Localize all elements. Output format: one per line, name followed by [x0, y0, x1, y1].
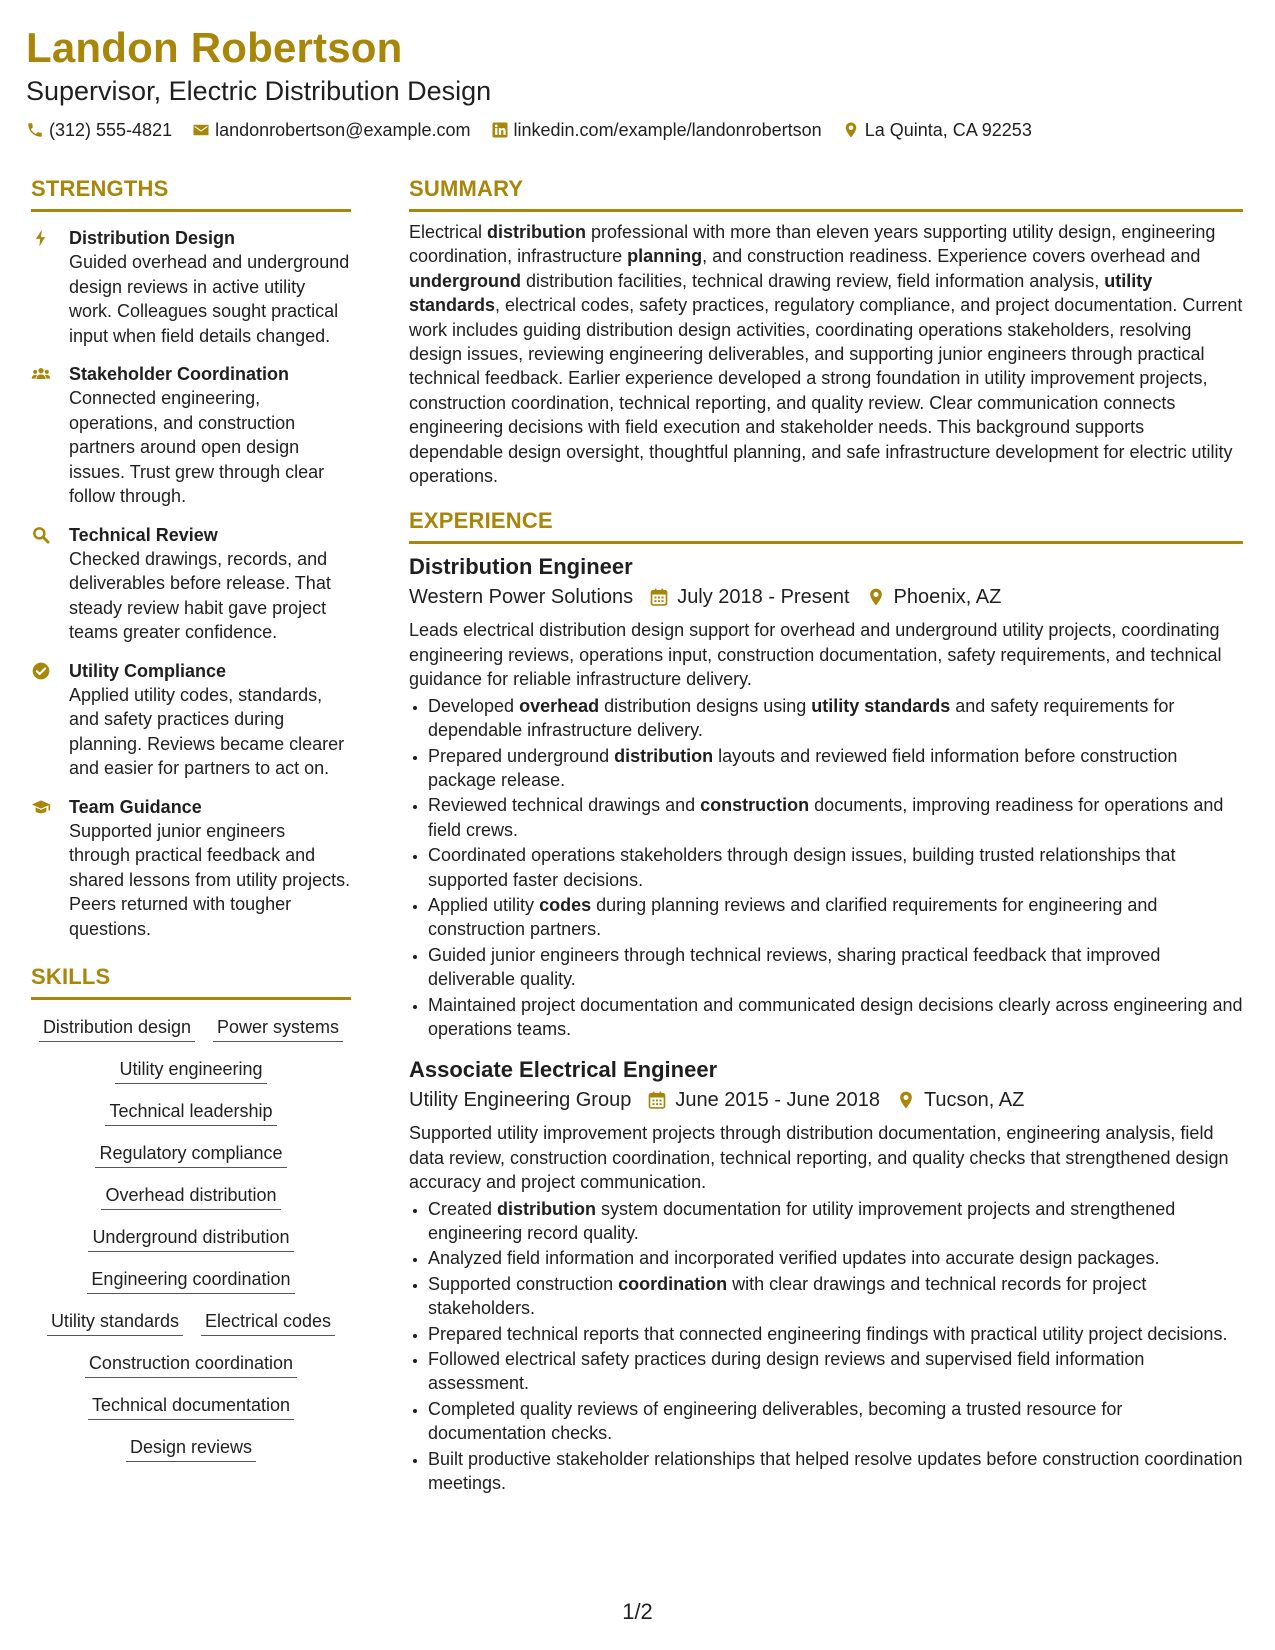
list-item: • Analyzed field information and incorporated verified updates into accurate design packages. [428, 1246, 1243, 1270]
contact-linkedin[interactable] [491, 118, 822, 142]
strength-description: Guided overhead and underground design reviews in active utility work. Colleagues sought practical input when field details changed. [69, 252, 350, 346]
left-column [31, 175, 351, 1476]
calendar-icon [647, 1090, 667, 1110]
contact-location [842, 118, 1032, 142]
strength-item [31, 659, 351, 781]
bold-keyword: distribution [497, 1198, 597, 1219]
list-item: • Reviewed technical drawings and construction documents, improving readiness for operations and field crews. [428, 793, 1243, 842]
skill-row [31, 1266, 351, 1294]
list-item: • Coordinated operations stakeholders through design issues, building trusted relationships that supported faster decisions. [428, 843, 1243, 892]
list-item: • Followed electrical safety practices during design reviews and supervised field information assessment. [428, 1347, 1243, 1396]
list-item: • Guided junior engineers through technical reviews, sharing practical feedback that improved deliverable quality. [428, 943, 1243, 992]
list-item: • Prepared technical reports that connected engineering findings with practical utility project decisions. [428, 1322, 1243, 1346]
job-entry [409, 552, 1243, 1041]
contact-bar [26, 118, 1245, 142]
job-entry [409, 1055, 1243, 1495]
job-company: Western Power Solutions [409, 586, 634, 609]
bold-keyword: overhead [519, 695, 600, 716]
experience-heading: EXPERIENCE [409, 508, 553, 534]
bold-keyword: codes [539, 894, 592, 915]
skill-tag: Utility standards [47, 1308, 183, 1336]
job-description: Leads electrical distribution design support for overhead and underground utility projects, coordinating engineering reviews, operations input, construction documentation, safety requirements, and technical guidance for reliable infrastructure delivery. [409, 620, 1222, 690]
strength-title: Team Guidance [69, 796, 202, 817]
skill-tag: Power systems [213, 1014, 343, 1042]
job-company: Utility Engineering Group [409, 1089, 632, 1112]
strengths-list [31, 226, 351, 941]
skills-heading: SKILLS [31, 964, 111, 989]
list-item: • Built productive stakeholder relationships that helped resolve updates before construction coordination meetings. [428, 1447, 1243, 1496]
skill-tag: Construction coordination [85, 1350, 297, 1378]
page-number: 1/2 [622, 1599, 653, 1624]
strength-item [31, 362, 351, 509]
skill-row [31, 1392, 351, 1420]
job-location: Phoenix, AZ [866, 583, 1002, 611]
job-description: Supported utility improvement projects through distribution documentation, engineering analysis, field data review, construction coordination, technical reporting, and quality checks that strengthened design accuracy and project communication. [409, 1123, 1229, 1193]
strength-title: Distribution Design [69, 228, 235, 248]
bolt-icon [31, 228, 51, 248]
strength-description: Connected engineering, operations, and construction partners around open design issues. Trust grew through clear follow through. [69, 388, 325, 506]
graduation-cap-icon [31, 797, 51, 817]
search-icon [31, 525, 51, 545]
phone-text: (312) 555-4821 [49, 120, 173, 140]
calendar-icon [649, 587, 669, 607]
bold-keyword: distribution [614, 745, 714, 766]
section-divider [409, 541, 1243, 544]
map-pin-icon [842, 121, 860, 139]
candidate-title: Supervisor, Electric Distribution Design [26, 76, 492, 106]
strength-title: Utility Compliance [69, 660, 227, 681]
bold-keyword: construction [700, 795, 810, 816]
job-bullets [409, 1197, 1243, 1496]
bold-keyword: utility standards [409, 270, 1153, 316]
skill-tag: Utility engineering [115, 1056, 266, 1084]
summary-heading: SUMMARY [409, 176, 524, 201]
job-dates: June 2015 - June 2018 [647, 1086, 880, 1114]
list-item: • Created distribution system documentation for utility improvement projects and strengthened engineering record quality. [428, 1197, 1243, 1246]
list-item: • Developed overhead distribution designs using utility standards and safety requirements for dependable infrastructure delivery. [428, 694, 1243, 743]
strength-item [31, 226, 351, 348]
skill-row [31, 1434, 351, 1462]
list-item: • Completed quality reviews of engineering deliverables, becoming a trusted resource for documentation checks. [428, 1397, 1243, 1446]
bold-keyword: utility standards [811, 695, 951, 716]
job-title: Distribution Engineer [409, 554, 633, 580]
skill-row [31, 1098, 351, 1126]
section-divider [31, 209, 351, 212]
list-item: • Applied utility codes during planning reviews and clarified requirements for engineering and construction partners. [428, 893, 1243, 942]
skill-tag: Underground distribution [88, 1224, 293, 1252]
job-meta [409, 1086, 1243, 1114]
list-item: • Maintained project documentation and communicated design decisions clearly across engineering and operations teams. [428, 993, 1243, 1042]
map-pin-icon [896, 1090, 916, 1110]
linkedin-link[interactable]: linkedin.com/example/landonrobertson [513, 120, 822, 140]
check-circle-icon [31, 661, 51, 681]
skill-tag: Distribution design [39, 1014, 195, 1042]
linkedin-icon [491, 121, 509, 139]
envelope-icon [192, 121, 210, 139]
strength-title: Stakeholder Coordination [69, 364, 290, 384]
phone-icon [26, 121, 44, 139]
contact-phone [26, 118, 172, 142]
job-location: Tucson, AZ [896, 1086, 1024, 1114]
skill-tag: Engineering coordination [87, 1266, 294, 1294]
skill-row [31, 1350, 351, 1378]
bold-keyword: distribution [487, 222, 587, 242]
resume-header [26, 22, 1245, 142]
email-link[interactable]: landonrobertson@example.com [215, 120, 471, 140]
list-item: • Prepared underground distribution layouts and reviewed field information before construction package release. [428, 744, 1243, 793]
skill-row [31, 1014, 351, 1042]
strength-item [31, 523, 351, 645]
skill-tag: Design reviews [126, 1434, 256, 1462]
map-pin-icon [866, 587, 886, 607]
skill-tag: Technical leadership [105, 1098, 276, 1126]
skill-tag: Technical documentation [88, 1392, 294, 1420]
list-item: • Supported construction coordination with clear drawings and technical records for project stakeholders. [428, 1272, 1243, 1321]
skill-row [31, 1182, 351, 1210]
bold-keyword: underground [409, 270, 521, 291]
job-bullets [409, 694, 1243, 1042]
strength-description: Applied utility codes, standards, and safety practices during planning. Reviews became clearer and easier for partners to act on. [69, 684, 345, 778]
contact-email[interactable] [192, 118, 470, 142]
section-divider [31, 997, 351, 1000]
experience-list [409, 552, 1243, 1495]
skill-tag: Regulatory compliance [95, 1140, 286, 1168]
skill-row [31, 1224, 351, 1252]
strength-item [31, 795, 351, 942]
strength-description: Supported junior engineers through practical feedback and shared lessons from utility projects. Peers returned with tougher questions. [69, 820, 351, 939]
skill-tag: Electrical codes [201, 1308, 335, 1336]
section-divider [409, 209, 1243, 212]
job-meta [409, 583, 1243, 611]
skill-row [31, 1140, 351, 1168]
strengths-heading: STRENGTHS [31, 176, 169, 201]
job-dates: July 2018 - Present [649, 583, 849, 611]
skill-row [31, 1056, 351, 1084]
strength-title: Technical Review [69, 524, 218, 545]
candidate-name: Landon Robertson [26, 24, 403, 71]
skill-row [31, 1308, 351, 1336]
skills-list [31, 1014, 351, 1462]
users-icon [31, 364, 51, 384]
job-title: Associate Electrical Engineer [409, 1057, 718, 1083]
skill-tag: Overhead distribution [101, 1182, 280, 1210]
strength-description: Checked drawings, records, and deliverables before release. That steady review habit gave project teams greater confidence. [69, 548, 331, 642]
right-column [409, 175, 1243, 1496]
bold-keyword: planning [627, 246, 703, 267]
bold-keyword: coordination [618, 1273, 728, 1294]
location-text: La Quinta, CA 92253 [864, 120, 1032, 140]
summary-text: Electrical distribution professional with more than eleven years supporting utility design, engineering coordination, infrastructure planning, and construction readiness. Experience covers overhead and underground distribution facilities, technical drawing review, field information analysis, utility standards, electrical codes, safety practices, regulatory compliance, and project documentation. Current work includes guiding distribution design activities, coordinating operations stakeholders, resolving design issues, reviewing engineering deliverables, and supporting junior engineers through practical technical feedback. Earlier experience developed a strong foundation in utility improvement projects, construction coordination, technical reporting, and quality review. Clear communication connects engineering decisions with field execution and stakeholder needs. This background supports dependable design oversight, thoughtful planning, and safe infrastructure development for electric utility operations. [409, 222, 1243, 487]
